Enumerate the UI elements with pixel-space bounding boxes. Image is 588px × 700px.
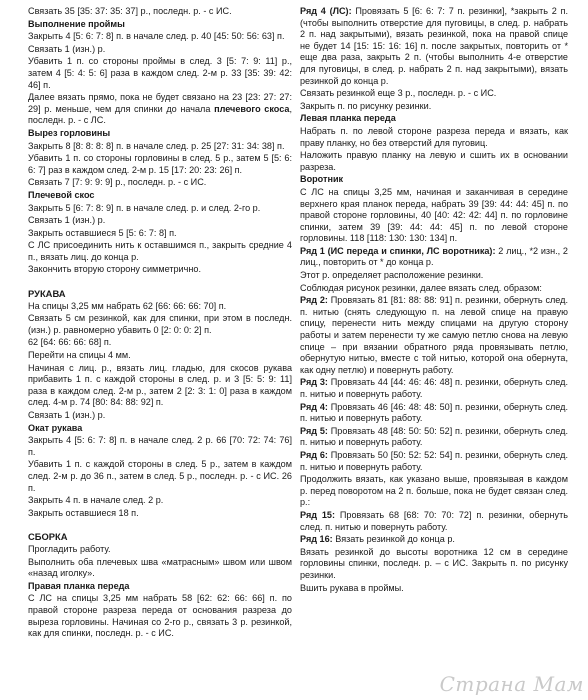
instruction-paragraph: Ряд 16: Вязать резинкой до конца р. bbox=[300, 534, 455, 545]
instruction-paragraph: Ряд 15: Провязать 68 [68: 70: 70: 72] п. резинки, обернуть след. п. нитью и повернуть работу. bbox=[300, 509, 568, 532]
instruction-paragraph: Убавить 1 п. со стороны проймы в след. 3 [5: 7: 9: 11] р., затем 4 [5: 4: 5: 6] раза в каждом след. 2-м р. 33 [35: 39: 42: 46] п. bbox=[28, 56, 292, 90]
chapter-heading: СБОРКА bbox=[28, 531, 68, 543]
row-label: Ряд 15: bbox=[300, 509, 336, 520]
instruction-paragraph: Набрать п. по левой стороне разреза переда и вязать, как праву планку, но без отверстий для пуговиц. bbox=[300, 125, 568, 148]
instruction-paragraph: Убавить 1 п. с каждой стороны в след. 5 р., затем в каждом след. 2-м р. до 36 п., затем в след. 5 р., последн. р. - с ИС. 26 п. bbox=[28, 459, 292, 493]
instruction-paragraph: Ряд 3: Провязать 44 [44: 46: 46: 48] п. резинки, обернуть след. п. нитью и повернуть работу. bbox=[300, 377, 568, 399]
instruction-paragraph: Выполнить оба плечевых шва «матрасным» швом или швом «назад иголку». bbox=[28, 556, 292, 579]
instruction-paragraph: Связать 35 [35: 37: 35: 37] р., последн. р. - с ИС. bbox=[28, 6, 232, 16]
section-heading: Выполнение проймы bbox=[28, 18, 125, 29]
instruction-paragraph: Закрыть 4 [5: 6: 7: 8] п. в начале след. 2 р. 66 [70: 72: 74: 76] п. bbox=[28, 435, 292, 457]
instruction-paragraph: Связать 1 (изн.) р. bbox=[28, 410, 106, 420]
row-label: Ряд 16: bbox=[300, 534, 333, 545]
bold-term: плечевого скоса bbox=[214, 103, 290, 114]
instruction-paragraph: С ЛС на спицы 3,25 мм набрать 58 [62: 62: 66: 66] п. по правой стороне разреза переда от основания разреза до выреза горловины. Начиная со 2-го р., связать 3 р. резинкой, как для спинки, последн. р. - с ИС. bbox=[28, 593, 292, 639]
row-label: Ряд 6: bbox=[300, 449, 328, 460]
instruction-paragraph: На спицы 3,25 мм набрать 62 [66: 66: 66: 70] п. bbox=[28, 300, 227, 311]
section-heading: Окат рукава bbox=[28, 422, 83, 433]
instruction-paragraph: Закрыть оставшиеся 5 [5: 6: 7: 8] п. bbox=[28, 227, 177, 238]
instruction-paragraph: Начиная с лиц. р., вязать лиц. гладью, для скосов рукава прибавить 1 п. с каждой стороны в след. р. и 3 [5: 5: 9: 11] раза в каждом след. 2-м р., затем 2 [2: 3: 1: 0] раза в каждом след. 4-м р. 74 [80: 84: 88: 92] п. bbox=[28, 362, 292, 408]
right-column bbox=[300, 6, 568, 595]
instruction-paragraph: Перейти на спицы 4 мм. bbox=[28, 350, 131, 361]
section-heading: Плечевой скос bbox=[28, 189, 95, 200]
instruction-paragraph: Ряд 6: Провязать 50 [50: 52: 52: 54] п. резинки, обернуть след. п. нитью и повернуть работу. bbox=[300, 449, 568, 472]
row-label: Ряд 4 (ЛС): bbox=[300, 6, 352, 16]
instruction-paragraph: Закончить вторую сторону симметрично. bbox=[28, 264, 201, 275]
row-label: Ряд 3: bbox=[300, 377, 328, 388]
instruction-paragraph: Вязать резинкой до высоты воротника 12 см в середине горловины спинки, последн. р. – с ИС. Закрыть п. по рисунку резинки. bbox=[300, 546, 568, 580]
instruction-paragraph: Ряд 5: Провязать 48 [48: 50: 50: 52] п. резинки, обернуть след. п. нитью и повернуть работу. bbox=[300, 425, 568, 448]
instruction-paragraph: С ЛС присоединить нить к оставшимся п., закрыть средние 4 п., вязать лиц. до конца р. bbox=[28, 240, 292, 262]
instruction-paragraph: Прогладить работу. bbox=[28, 543, 111, 554]
instruction-paragraph: Ряд 2: Провязать 81 [81: 88: 88: 91] п. резинки, обернуть след. п. нитью (снять следующую п. на левой спице на правую спицу, перенести нить между спицами на другую сторону работы и затем перенести ту же самую петлю снова на левую спице – при вязании обратного ряда провязывать петлю, обернутую нитью, вместе с той нитью, которой она обернута, как одну петлю) и повернуть работу. bbox=[300, 295, 568, 375]
row-label: Ряд 5: bbox=[300, 425, 328, 436]
instruction-paragraph: Вшить рукава в проймы. bbox=[300, 582, 404, 593]
instruction-paragraph: Связать 7 [7: 9: 9: 9] р., последн. р. - с ИС. bbox=[28, 177, 207, 188]
instruction-paragraph: Этот р. определяет расположение резинки. bbox=[300, 270, 484, 281]
instruction-paragraph: Продолжить вязать, как указано выше, провязывая в каждом р. перед поворотом на 2 п. больше, пока не будет связан след. р.: bbox=[300, 474, 568, 508]
instruction-paragraph: Соблюдая рисунок резинки, далее вязать след. образом: bbox=[300, 282, 542, 293]
section-heading: Левая планка переда bbox=[300, 113, 396, 124]
instruction-paragraph: Связать 5 см резинкой, как для спинки, при этом в последн. (изн.) р. равномерно убавить 0 [2: 0: 0: 2] п. bbox=[28, 313, 292, 335]
instruction-paragraph: Ряд 1 (ИС переда и спинки, ЛС воротника): 2 лиц., *2 изн., 2 лиц., повторить от * до конца р. bbox=[300, 245, 568, 268]
instruction-paragraph: Ряд 4: Провязать 46 [46: 48: 48: 50] п. резинки, обернуть след. п. нитью и повернуть работу. bbox=[300, 401, 568, 424]
instruction-paragraph: Ряд 4 (ЛС): Провязать 5 [6: 6: 7: 7 п. резинки], *закрыть 2 п. (чтобы выполнить отверстие для пуговицы, в след. р. набрать 2 п. над закрытыми), вязать резинкой, пока на правой спице не будет 14 [15: 15: 16: 16] п. после закрытых, повторить от * еще два раза, закрыть 2 п. (чтобы выполнить 4-е отверстие для пуговицы, в след. р. набрать 2 п. над закрытыми), вязать резинкой до конца р. bbox=[300, 6, 569, 86]
instruction-paragraph: Наложить правую планку на левую и сшить их в основании разреза. bbox=[300, 150, 568, 172]
instruction-paragraph: С ЛС на спицы 3,25 мм, начиная и заканчивая в середине верхнего края планок переда, набрать 39 [39: 44: 44: 45] п. по правой стороне горловины, 40 [40: 42: 42: 44] п. по горловине спинки, затем 39 [39: 44: 44: 45] п. по левой стороне горловины. 118 [118: 130: 130: 134] п. bbox=[300, 186, 568, 244]
instruction-paragraph: Далее вязать прямо, пока не будет связано на 23 [23: 27: 27: 29] р. меньше, чем для спинки до начала плечевого скоса, последн. р. - с ЛС. bbox=[28, 92, 292, 126]
instruction-paragraph: 62 [64: 66: 66: 68] п. bbox=[28, 337, 112, 348]
instruction-paragraph: Связать резинкой еще 3 р., последн. р. - с ИС. bbox=[300, 88, 497, 99]
instruction-paragraph: Связать 1 (изн.) р. bbox=[28, 43, 106, 54]
row-label: Ряд 4: bbox=[300, 401, 328, 412]
instruction-paragraph: Закрыть 4 п. в начале след. 2 р. bbox=[28, 495, 164, 506]
row-label: Ряд 2: bbox=[300, 295, 328, 306]
instruction-paragraph: Закрыть оставшиеся 18 п. bbox=[28, 507, 139, 518]
row-label: Ряд 1 (ИС переда и спинки, ЛС воротника): bbox=[300, 245, 496, 256]
instruction-paragraph: Закрыть 8 [8: 8: 8: 8] п. в начале след. р. 25 [27: 31: 34: 38] п. bbox=[28, 140, 285, 151]
instruction-paragraph: Закрыть п. по рисунку резинки. bbox=[300, 100, 432, 111]
left-column bbox=[28, 6, 292, 641]
instruction-paragraph: Закрыть 4 [5: 6: 7: 8] п. в начале след. р. 40 [45: 50: 56: 63] п. bbox=[28, 31, 285, 42]
section-heading: Правая планка переда bbox=[28, 580, 130, 591]
site-watermark: Страна Мам bbox=[439, 672, 584, 696]
instruction-paragraph: Убавить 1 п. со стороны горловины в след. 5 р., затем 5 [5: 6: 6: 7] раз в каждом след. 2-м р. 15 [17: 20: 23: 26] п. bbox=[28, 153, 292, 175]
chapter-heading: РУКАВА bbox=[28, 288, 66, 300]
instruction-paragraph: Закрыть 5 [6: 7: 8: 9] п. в начале след. р. и след. 2-го р. bbox=[28, 202, 261, 213]
instruction-paragraph: Связать 1 (изн.) р. bbox=[28, 215, 106, 226]
section-heading: Воротник bbox=[300, 174, 344, 185]
section-heading: Вырез горловины bbox=[28, 127, 111, 138]
